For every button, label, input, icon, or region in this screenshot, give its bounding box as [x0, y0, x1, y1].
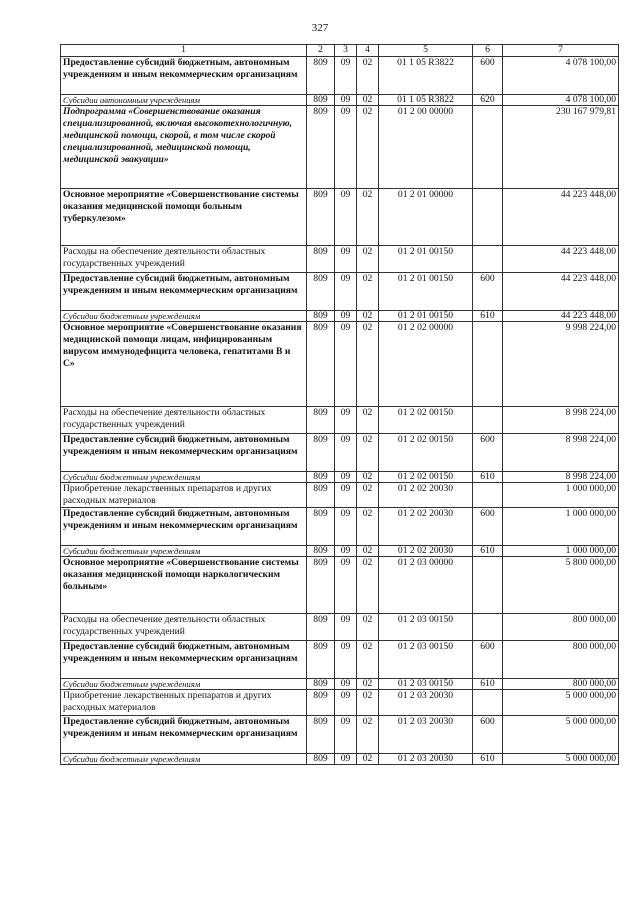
- table-row: [61, 189, 619, 246]
- column-header: 1: [61, 45, 307, 57]
- subsection-code-cell: 02: [357, 557, 379, 614]
- table-row: [61, 407, 619, 434]
- amount-cell: 4 078 100,00: [503, 95, 619, 106]
- ministry-code-cell: 809: [307, 508, 335, 546]
- amount-cell: 5 800 000,00: [503, 557, 619, 614]
- table-row: [61, 483, 619, 508]
- table-row: [61, 57, 619, 95]
- expense-type-cell: [473, 690, 503, 716]
- target-article-cell: 01 2 02 00150: [379, 407, 473, 434]
- expense-type-cell: 600: [473, 434, 503, 472]
- column-header: 6: [473, 45, 503, 57]
- target-article-cell: 01 2 01 00000: [379, 189, 473, 246]
- subsection-code-cell: 02: [357, 483, 379, 508]
- ministry-code-cell: 809: [307, 246, 335, 273]
- table-row: [61, 614, 619, 641]
- subsection-code-cell: 02: [357, 754, 379, 765]
- section-code-cell: 09: [335, 57, 357, 95]
- expense-type-cell: 600: [473, 273, 503, 311]
- section-code-cell: 09: [335, 246, 357, 273]
- expense-type-cell: 620: [473, 95, 503, 106]
- expense-type-cell: [473, 106, 503, 189]
- column-header: 5: [379, 45, 473, 57]
- target-article-cell: 01 2 03 00150: [379, 614, 473, 641]
- amount-cell: 800 000,00: [503, 614, 619, 641]
- amount-cell: 800 000,00: [503, 679, 619, 690]
- ministry-code-cell: 809: [307, 472, 335, 483]
- table-row: [61, 690, 619, 716]
- table-row: [61, 106, 619, 189]
- row-name-cell: Приобретение лекарственных препаратов и других расходных материалов: [61, 690, 307, 716]
- expense-type-cell: 600: [473, 57, 503, 95]
- page-number: 327: [311, 22, 329, 34]
- section-code-cell: 09: [335, 546, 357, 557]
- row-name-cell: Основное мероприятие «Совершенствование системы оказания медицинской помощи наркологическим больным»: [61, 557, 307, 614]
- row-name-cell: Субсидии бюджетным учреждениям: [61, 754, 307, 765]
- target-article-cell: 01 2 01 00150: [379, 311, 473, 322]
- expense-type-cell: 600: [473, 716, 503, 754]
- target-article-cell: 01 2 01 00150: [379, 273, 473, 311]
- expense-type-cell: [473, 322, 503, 407]
- row-name-cell: Расходы на обеспечение деятельности областных государственных учреждений: [61, 407, 307, 434]
- expense-type-cell: 610: [473, 754, 503, 765]
- target-article-cell: 01 2 03 00150: [379, 641, 473, 679]
- amount-cell: 1 000 000,00: [503, 508, 619, 546]
- target-article-cell: 01 2 03 20030: [379, 754, 473, 765]
- section-code-cell: 09: [335, 754, 357, 765]
- ministry-code-cell: 809: [307, 189, 335, 246]
- amount-cell: 8 998 224,00: [503, 434, 619, 472]
- row-name-cell: Основное мероприятие «Совершенствование оказания медицинской помощи лицам, инфицированным вирусом иммунодефицита человека, гепатитами В и С»: [61, 322, 307, 407]
- target-article-cell: 01 2 00 00000: [379, 106, 473, 189]
- table-row: [61, 508, 619, 546]
- ministry-code-cell: 809: [307, 483, 335, 508]
- target-article-cell: 01 2 01 00150: [379, 246, 473, 273]
- subsection-code-cell: 02: [357, 614, 379, 641]
- amount-cell: 230 167 979,81: [503, 106, 619, 189]
- amount-cell: 5 000 000,00: [503, 716, 619, 754]
- column-header: 4: [357, 45, 379, 57]
- row-name-cell: Основное мероприятие «Совершенствование системы оказания медицинской помощи больным туберкулезом»: [61, 189, 307, 246]
- amount-cell: 8 998 224,00: [503, 407, 619, 434]
- section-code-cell: 09: [335, 95, 357, 106]
- expense-type-cell: 610: [473, 679, 503, 690]
- ministry-code-cell: 809: [307, 557, 335, 614]
- table-row: [61, 311, 619, 322]
- section-code-cell: 09: [335, 106, 357, 189]
- subsection-code-cell: 02: [357, 322, 379, 407]
- expense-type-cell: 610: [473, 546, 503, 557]
- section-code-cell: 09: [335, 641, 357, 679]
- amount-cell: 8 998 224,00: [503, 472, 619, 483]
- section-code-cell: 09: [335, 189, 357, 246]
- section-code-cell: 09: [335, 407, 357, 434]
- ministry-code-cell: 809: [307, 407, 335, 434]
- expense-type-cell: [473, 407, 503, 434]
- row-name-cell: Расходы на обеспечение деятельности областных государственных учреждений: [61, 614, 307, 641]
- amount-cell: 9 998 224,00: [503, 322, 619, 407]
- ministry-code-cell: 809: [307, 95, 335, 106]
- section-code-cell: 09: [335, 614, 357, 641]
- amount-cell: 1 000 000,00: [503, 546, 619, 557]
- section-code-cell: 09: [335, 311, 357, 322]
- expense-type-cell: [473, 614, 503, 641]
- budget-table: [60, 44, 619, 765]
- ministry-code-cell: 809: [307, 546, 335, 557]
- subsection-code-cell: 02: [357, 641, 379, 679]
- expense-type-cell: 610: [473, 311, 503, 322]
- subsection-code-cell: 02: [357, 508, 379, 546]
- ministry-code-cell: 809: [307, 614, 335, 641]
- section-code-cell: 09: [335, 690, 357, 716]
- ministry-code-cell: 809: [307, 690, 335, 716]
- row-name-cell: Субсидии бюджетным учреждениям: [61, 311, 307, 322]
- row-name-cell: Расходы на обеспечение деятельности областных государственных учреждений: [61, 246, 307, 273]
- subsection-code-cell: 02: [357, 472, 379, 483]
- row-name-cell: Подпрограмма «Совершенствование оказания специализированной, включая высокотехнологичную, медицинской помощи, скорой, в том числе скорой специализированной, медицинской помощи, медицинской эвакуации»: [61, 106, 307, 189]
- subsection-code-cell: 02: [357, 716, 379, 754]
- ministry-code-cell: 809: [307, 716, 335, 754]
- section-code-cell: 09: [335, 273, 357, 311]
- expense-type-cell: [473, 189, 503, 246]
- table-row: [61, 641, 619, 679]
- table-row: [61, 679, 619, 690]
- row-name-cell: Предоставление субсидий бюджетным, автономным учреждениям и иным некоммерческим организациям: [61, 716, 307, 754]
- section-code-cell: 09: [335, 716, 357, 754]
- target-article-cell: 01 2 03 20030: [379, 716, 473, 754]
- subsection-code-cell: 02: [357, 57, 379, 95]
- subsection-code-cell: 02: [357, 246, 379, 273]
- row-name-cell: Субсидии бюджетным учреждениям: [61, 679, 307, 690]
- ministry-code-cell: 809: [307, 311, 335, 322]
- amount-cell: 44 223 448,00: [503, 273, 619, 311]
- amount-cell: 44 223 448,00: [503, 246, 619, 273]
- amount-cell: 44 223 448,00: [503, 189, 619, 246]
- column-header: 2: [307, 45, 335, 57]
- row-name-cell: Предоставление субсидий бюджетным, автономным учреждениям и иным некоммерческим организациям: [61, 434, 307, 472]
- row-name-cell: Приобретение лекарственных препаратов и других расходных материалов: [61, 483, 307, 508]
- expense-type-cell: 600: [473, 508, 503, 546]
- ministry-code-cell: 809: [307, 641, 335, 679]
- table-row: [61, 246, 619, 273]
- ministry-code-cell: 809: [307, 322, 335, 407]
- subsection-code-cell: 02: [357, 690, 379, 716]
- table-header-row: [61, 45, 619, 57]
- row-name-cell: Субсидии автономным учреждениям: [61, 95, 307, 106]
- table-row: [61, 716, 619, 754]
- amount-cell: 5 000 000,00: [503, 754, 619, 765]
- table-row: [61, 472, 619, 483]
- row-name-cell: Предоставление субсидий бюджетным, автономным учреждениям и иным некоммерческим организациям: [61, 641, 307, 679]
- row-name-cell: Предоставление субсидий бюджетным, автономным учреждениям и иным некоммерческим организациям: [61, 273, 307, 311]
- subsection-code-cell: 02: [357, 311, 379, 322]
- section-code-cell: 09: [335, 557, 357, 614]
- section-code-cell: 09: [335, 483, 357, 508]
- table-row: [61, 95, 619, 106]
- subsection-code-cell: 02: [357, 189, 379, 246]
- ministry-code-cell: 809: [307, 106, 335, 189]
- target-article-cell: 01 2 03 20030: [379, 690, 473, 716]
- column-header: 7: [503, 45, 619, 57]
- target-article-cell: 01 2 02 20030: [379, 508, 473, 546]
- table-row: [61, 434, 619, 472]
- subsection-code-cell: 02: [357, 407, 379, 434]
- ministry-code-cell: 809: [307, 273, 335, 311]
- target-article-cell: 01 2 02 20030: [379, 546, 473, 557]
- table-row: [61, 754, 619, 765]
- subsection-code-cell: 02: [357, 273, 379, 311]
- column-header: 3: [335, 45, 357, 57]
- expense-type-cell: 600: [473, 641, 503, 679]
- table-row: [61, 557, 619, 614]
- subsection-code-cell: 02: [357, 546, 379, 557]
- expense-type-cell: 610: [473, 472, 503, 483]
- row-name-cell: Субсидии бюджетным учреждениям: [61, 546, 307, 557]
- ministry-code-cell: 809: [307, 679, 335, 690]
- row-name-cell: Субсидии бюджетным учреждениям: [61, 472, 307, 483]
- expense-type-cell: [473, 483, 503, 508]
- ministry-code-cell: 809: [307, 57, 335, 95]
- table-row: [61, 273, 619, 311]
- target-article-cell: 01 1 05 R3822: [379, 57, 473, 95]
- target-article-cell: 01 2 02 00000: [379, 322, 473, 407]
- amount-cell: 5 000 000,00: [503, 690, 619, 716]
- subsection-code-cell: 02: [357, 434, 379, 472]
- subsection-code-cell: 02: [357, 95, 379, 106]
- target-article-cell: 01 2 03 00150: [379, 679, 473, 690]
- row-name-cell: Предоставление субсидий бюджетным, автономным учреждениям и иным некоммерческим организациям: [61, 508, 307, 546]
- subsection-code-cell: 02: [357, 679, 379, 690]
- row-name-cell: Предоставление субсидий бюджетным, автономным учреждениям и иным некоммерческим организациям: [61, 57, 307, 95]
- target-article-cell: 01 2 03 00000: [379, 557, 473, 614]
- amount-cell: 4 078 100,00: [503, 57, 619, 95]
- target-article-cell: 01 2 02 20030: [379, 483, 473, 508]
- amount-cell: 44 223 448,00: [503, 311, 619, 322]
- section-code-cell: 09: [335, 679, 357, 690]
- ministry-code-cell: 809: [307, 434, 335, 472]
- expense-type-cell: [473, 246, 503, 273]
- section-code-cell: 09: [335, 322, 357, 407]
- subsection-code-cell: 02: [357, 106, 379, 189]
- target-article-cell: 01 2 02 00150: [379, 434, 473, 472]
- expense-type-cell: [473, 557, 503, 614]
- section-code-cell: 09: [335, 508, 357, 546]
- target-article-cell: 01 1 05 R3822: [379, 95, 473, 106]
- table-row: [61, 322, 619, 407]
- section-code-cell: 09: [335, 434, 357, 472]
- section-code-cell: 09: [335, 472, 357, 483]
- amount-cell: 800 000,00: [503, 641, 619, 679]
- table-row: [61, 546, 619, 557]
- amount-cell: 1 000 000,00: [503, 483, 619, 508]
- target-article-cell: 01 2 02 00150: [379, 472, 473, 483]
- ministry-code-cell: 809: [307, 754, 335, 765]
